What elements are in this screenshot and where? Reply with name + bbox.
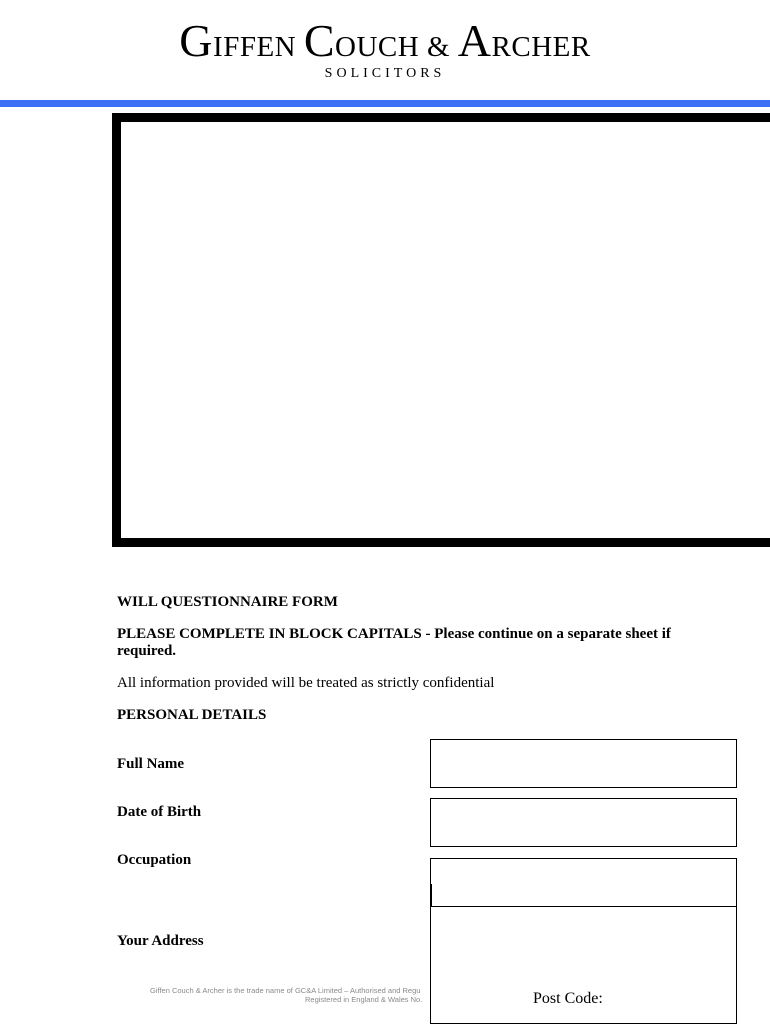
footer-legal-line: Giffen Couch & Archer is the trade name of GC&A Limited – Authorised and Regu bbox=[150, 986, 421, 995]
firm-name-word-2: OUCH bbox=[335, 31, 420, 63]
form-title: WILL QUESTIONNAIRE FORM bbox=[117, 594, 338, 610]
firm-name-word-3: RCHER bbox=[491, 31, 591, 63]
full-name-input[interactable] bbox=[430, 739, 737, 788]
confidentiality-note: All information provided will be treated as strictly confidential bbox=[117, 675, 495, 691]
firm-name-initial-3: A bbox=[457, 15, 492, 66]
firm-name-ampersand: & bbox=[426, 31, 451, 63]
firm-name-initial-2: C bbox=[303, 15, 336, 66]
text-cursor bbox=[430, 884, 432, 907]
date-of-birth-input[interactable] bbox=[430, 798, 737, 847]
firm-tagline: SOLICITORS bbox=[324, 66, 446, 81]
firm-name bbox=[0, 15, 770, 70]
full-name-label: Full Name bbox=[117, 756, 185, 772]
address-label: Your Address bbox=[117, 933, 204, 949]
firm-name-word-1: IFFEN bbox=[213, 31, 297, 63]
occupation-label: Occupation bbox=[117, 852, 192, 868]
completion-instruction: PLEASE COMPLETE IN BLOCK CAPITALS - Please continue on a separate sheet if required. bbox=[117, 626, 671, 659]
footer-registration-line: Registered in England & Wales No. bbox=[305, 995, 423, 1004]
postcode-label: Post Code: bbox=[533, 990, 603, 1007]
cover-frame bbox=[112, 113, 770, 547]
letterhead bbox=[0, 0, 770, 100]
section-heading-personal-details: PERSONAL DETAILS bbox=[117, 707, 267, 723]
firm-name-initial-1: G bbox=[179, 15, 214, 66]
date-of-birth-label: Date of Birth bbox=[117, 804, 202, 820]
occupation-input[interactable] bbox=[430, 858, 737, 907]
accent-rule bbox=[0, 100, 770, 107]
